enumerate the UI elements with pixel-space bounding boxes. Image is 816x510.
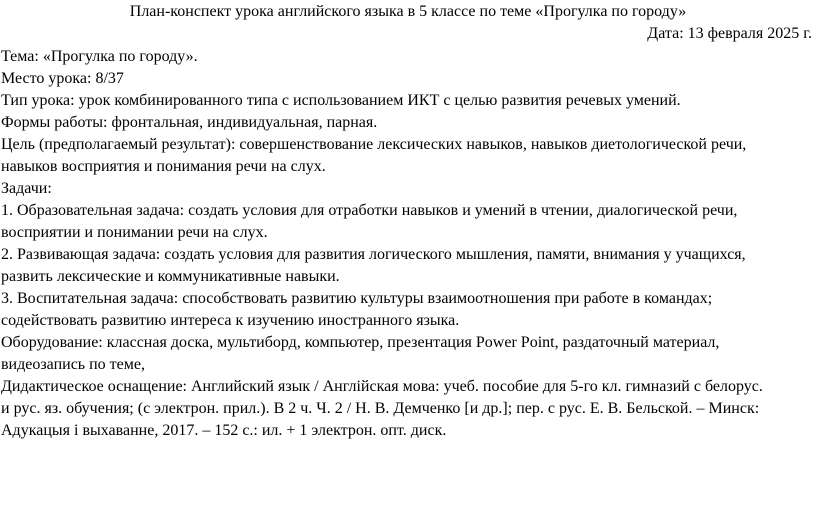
task-educational: 1. Образовательная задача: создать условия для отработки навыков и умений в чтении, диалогической речи, [1,202,738,219]
equipment-line: Оборудование: классная доска, мультиборд, компьютер, презентация Power Point, раздаточный материал, [1,334,720,351]
didactic-materials-continued-2: Адукацыя і выхаванне, 2017. – 152 с.: ил. + 1 электрон. опт. диск. [1,422,447,439]
topic-line: Тема: «Прогулка по городу». [1,48,198,65]
equipment-line-continued: видеозапись по теме, [1,356,145,373]
goal-line-continued: навыков восприятия и понимания речи на слух. [1,158,326,175]
lesson-type-line: Тип урока: урок комбинированного типа с использованием ИКТ с целью развития речевых умений. [1,92,681,109]
document-title: План-конспект урока английского языка в 5 классе по теме «Прогулка по городу» [129,3,687,20]
didactic-materials-line: Дидактическое оснащение: Английский язык / Англійская мова: учеб. пособие для 5-го кл. гимназий с белорус. [1,378,763,395]
document-date: Дата: 13 февраля 2025 г. [647,25,812,42]
tasks-heading: Задачи: [1,180,52,197]
lesson-plan-body [1,46,813,442]
task-educational-continued: восприятии и понимании речи на слух. [1,224,268,241]
work-forms-line: Формы работы: фронтальная, индивидуальная, парная. [1,114,378,131]
task-developmental: 2. Развивающая задача: создать условия для развития логического мышления, памяти, внимания у учащихся, [1,246,746,263]
didactic-materials-continued-1: и рус. яз. обучения; (с электрон. прил.). В 2 ч. Ч. 2 / Н. В. Демченко [и др.]; пер. с рус. Е. В. Бельской. – Минск: [1,400,760,417]
task-upbringing: 3. Воспитательная задача: способствовать развитию культуры взаимоотношения при работе в командах; [1,290,713,307]
task-developmental-continued: развить лексические и коммуникативные навыки. [1,268,340,285]
task-upbringing-continued: содействовать развитию интереса к изучению иностранного языка. [1,312,460,329]
goal-line: Цель (предполагаемый результат): совершенствование лексических навыков, навыков диетологической речи, [1,136,747,153]
lesson-place-line: Место урока: 8/37 [1,70,124,87]
